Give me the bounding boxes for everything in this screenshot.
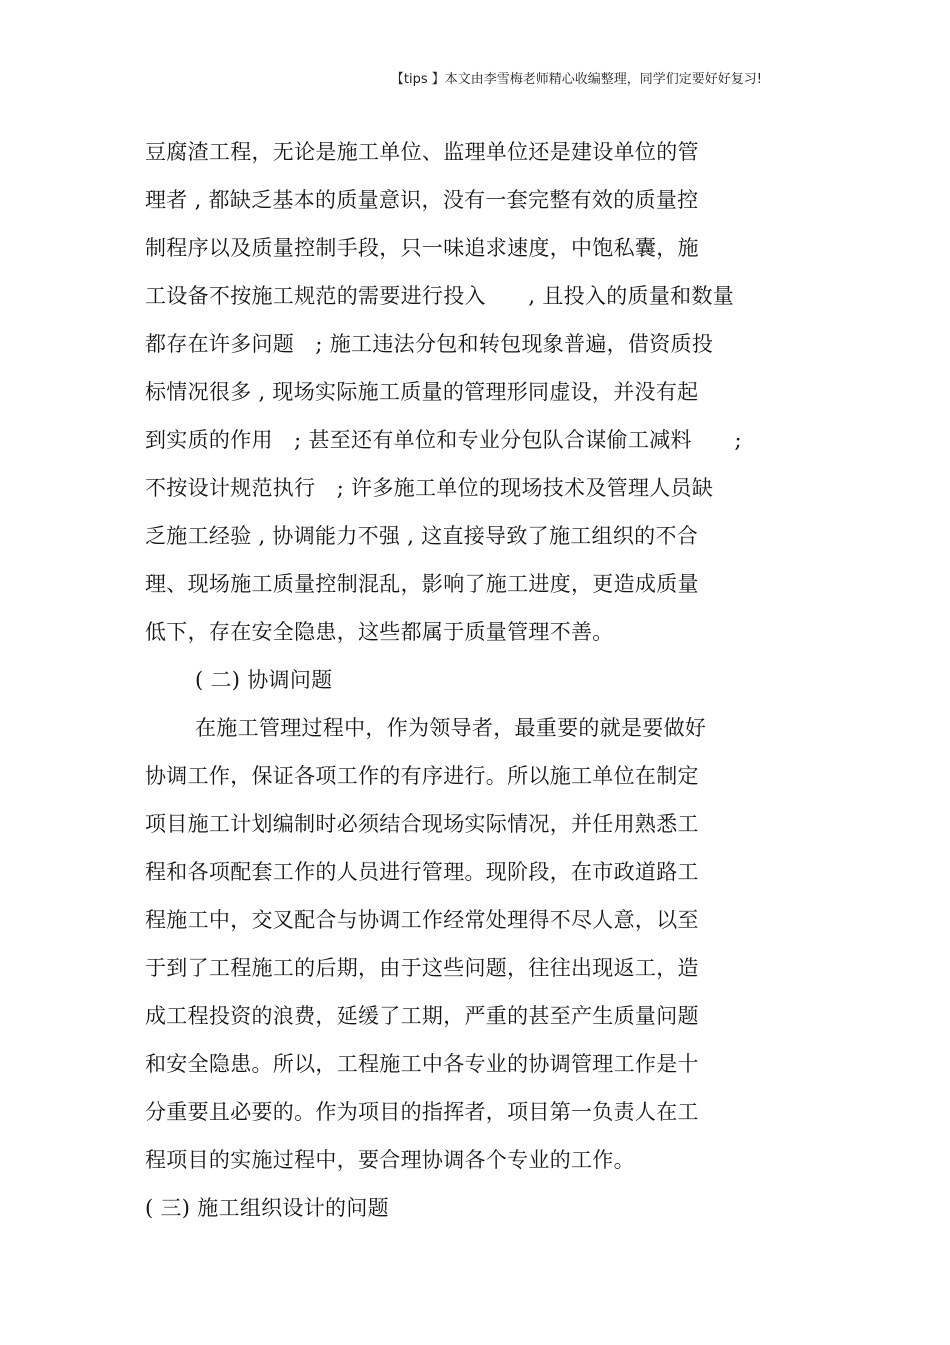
text-line: 成工程投资的浪费，延缓了工期，严重的甚至产生质量问题 bbox=[145, 1004, 699, 1028]
text-line: 于到了工程施工的后期，由于这些问题，往往出现返工，造 bbox=[145, 956, 699, 980]
paragraph-first-line: 在施工管理过程中，作为领导者，最重要的就是要做好 bbox=[195, 716, 707, 740]
text-line: 工设备不按施工规范的需要进行投入 , 且投入的质量和数量 bbox=[145, 284, 735, 308]
text-line: 制程序以及质量控制手段，只一味追求速度，中饱私囊，施 bbox=[145, 236, 699, 260]
text-line: 程施工中，交叉配合与协调工作经常处理得不尽人意，以至 bbox=[145, 908, 699, 932]
text-line: 分重要且必要的。作为项目的指挥者，项目第一负责人在工 bbox=[145, 1100, 699, 1124]
text-line: 程项目的实施过程中，要合理协调各个专业的工作。 bbox=[145, 1148, 635, 1172]
text-line: 理者 , 都缺乏基本的质量意识，没有一套完整有效的质量控 bbox=[145, 188, 699, 212]
text-line: 程和各项配套工作的人员进行管理。现阶段，在市政道路工 bbox=[145, 860, 699, 884]
text-line: 协调工作，保证各项工作的有序进行。所以施工单位在制定 bbox=[145, 764, 699, 788]
text-line: 理、现场施工质量控制混乱，影响了施工进度，更造成质量 bbox=[145, 572, 699, 596]
text-line: 不按设计规范执行 ; 许多施工单位的现场技术及管理人员缺 bbox=[145, 476, 714, 500]
text-line: 到实质的作用 ; 甚至还有单位和专业分包队合谋偷工减料 ; bbox=[145, 428, 742, 452]
text-line: 项目施工计划编制时必须结合现场实际情况，并任用熟悉工 bbox=[145, 812, 699, 836]
page-header-tips: 【tips 】本文由李雪梅老师精心收编整理，同学们定要好好复习! bbox=[390, 72, 762, 87]
text-line: 豆腐渣工程，无论是施工单位、监理单位还是建设单位的管 bbox=[145, 140, 699, 164]
document-body bbox=[145, 128, 785, 1232]
section-heading-construction-design: ( 三) 施工组织设计的问题 bbox=[145, 1196, 389, 1220]
text-line: 低下，存在安全隐患，这些都属于质量管理不善。 bbox=[145, 620, 614, 644]
text-line: 乏施工经验 , 协调能力不强 , 这直接导致了施工组织的不合 bbox=[145, 524, 699, 548]
section-heading-coordination: ( 二) 协调问题 bbox=[195, 668, 333, 692]
text-line: 都存在许多问题 ; 施工违法分包和转包现象普遍，借资质投 bbox=[145, 332, 714, 356]
text-line: 标情况很多 , 现场实际施工质量的管理形同虚设，并没有起 bbox=[145, 380, 699, 404]
text-line: 和安全隐患。所以，工程施工中各专业的协调管理工作是十 bbox=[145, 1052, 699, 1076]
